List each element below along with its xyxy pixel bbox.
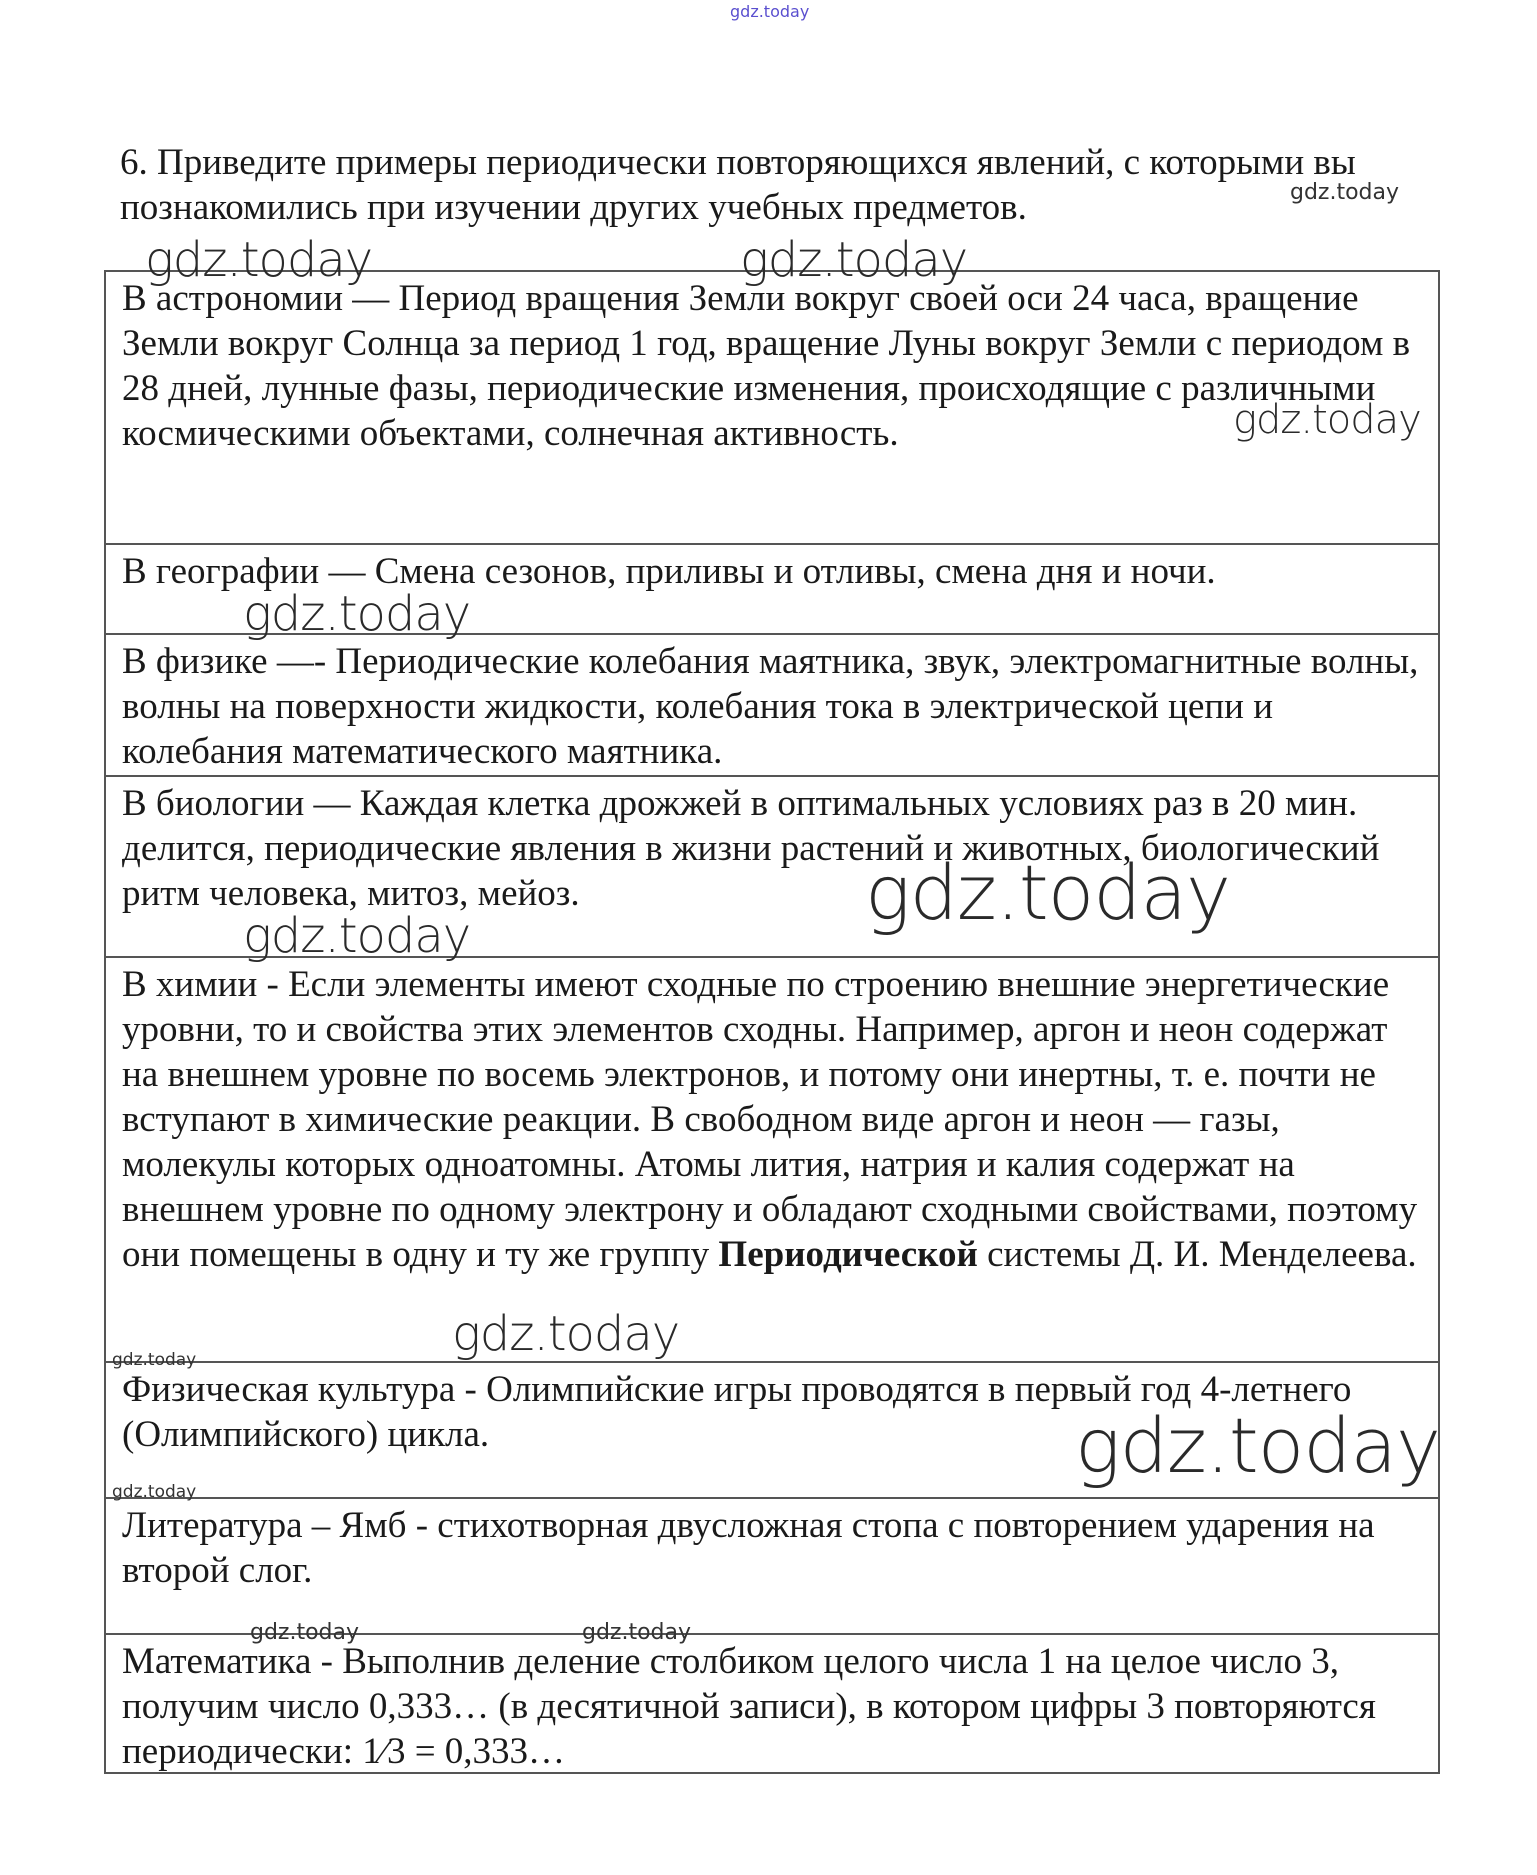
watermark: gdz.today bbox=[243, 586, 471, 642]
answer-row-physical-culture: Физическая культура - Олимпийские игры проводятся в первый год 4-летнего (Олимпийского) цикла. bbox=[106, 1361, 1438, 1497]
answer-row-chemistry bbox=[106, 956, 1438, 1361]
answer-row-astronomy: В астрономии — Период вращения Земли вокруг своей оси 24 часа, вращение Земли вокруг Солнца за период 1 год, вращение Луны вокруг Земли с периодом в 28 дней, лунные фазы, периодические изменения, происходящие с различными космическими объектами, солнечная активность. bbox=[122, 278, 1411, 454]
answer-row-literature: Литература – Ямб - стихотворная двусложная стопа с повторением ударения на второй слог. bbox=[106, 1497, 1438, 1633]
watermark: gdz.today bbox=[145, 232, 373, 288]
answer-row-mathematics: Математика - Выполнив деление столбиком целого числа 1 на целое число 3, получим число 0,333… (в десятичной записи), в котором цифры 3 повторяются периодически: 1⁄3 = 0,333… bbox=[106, 1633, 1438, 1772]
watermark: gdz.today bbox=[250, 1620, 360, 1645]
chemistry-text-end: системы Д. И. Менделеева. bbox=[977, 1234, 1417, 1275]
watermark: gdz.today bbox=[112, 1482, 197, 1502]
watermark: gdz.today bbox=[740, 232, 968, 288]
watermark: gdz.today bbox=[243, 908, 471, 964]
chemistry-text: В химии - Если элементы имеют сходные по строению внешние энергетические уровни, то и свойства этих элементов сходны. Например, аргон и неон содержат на внешнем уровне по восемь электронов, и потому они инертны, т. е. почти не вступают в химические реакции. В свободном виде аргон и неон — газы, молекулы которых одноатомны. Атомы лития, натрия и калия содержат на внешнем уровне по одному электрону и обладают сходными свойствами, поэтому они помещены в одну и ту же группу bbox=[122, 964, 1418, 1275]
answer-row-biology: В биологии — Каждая клетка дрожжей в оптимальных условиях раз в 20 мин. делится, периодические явления в жизни растений и животных, биологический ритм человека, митоз, мейоз. bbox=[106, 775, 1438, 956]
watermark: gdz.today bbox=[1233, 397, 1421, 443]
watermark: gdz.today bbox=[582, 1620, 692, 1645]
watermark: gdz.today bbox=[865, 848, 1230, 937]
question-text: 6. Приведите примеры периодически повторяющихся явлений, с которыми вы познакомились при изучении других учебных предметов. bbox=[120, 142, 1356, 228]
answer-row-geography: В географии — Смена сезонов, приливы и отливы, смена дня и ночи. bbox=[106, 543, 1438, 633]
watermark: gdz.today bbox=[1075, 1401, 1440, 1490]
answer-row-physics: В физике —- Периодические колебания маятника, звук, электромагнитные волны, волны на поверхности жидкости, колебания тока в электрической цепи и колебания математического маятника. bbox=[106, 633, 1438, 775]
chemistry-bold-term: Периодической bbox=[718, 1234, 978, 1275]
watermark-top: gdz.today bbox=[730, 2, 810, 21]
watermark: gdz.today bbox=[112, 1350, 197, 1370]
watermark: gdz.today bbox=[452, 1306, 680, 1362]
answer-table bbox=[104, 270, 1440, 1774]
watermark: gdz.today bbox=[1290, 180, 1400, 205]
